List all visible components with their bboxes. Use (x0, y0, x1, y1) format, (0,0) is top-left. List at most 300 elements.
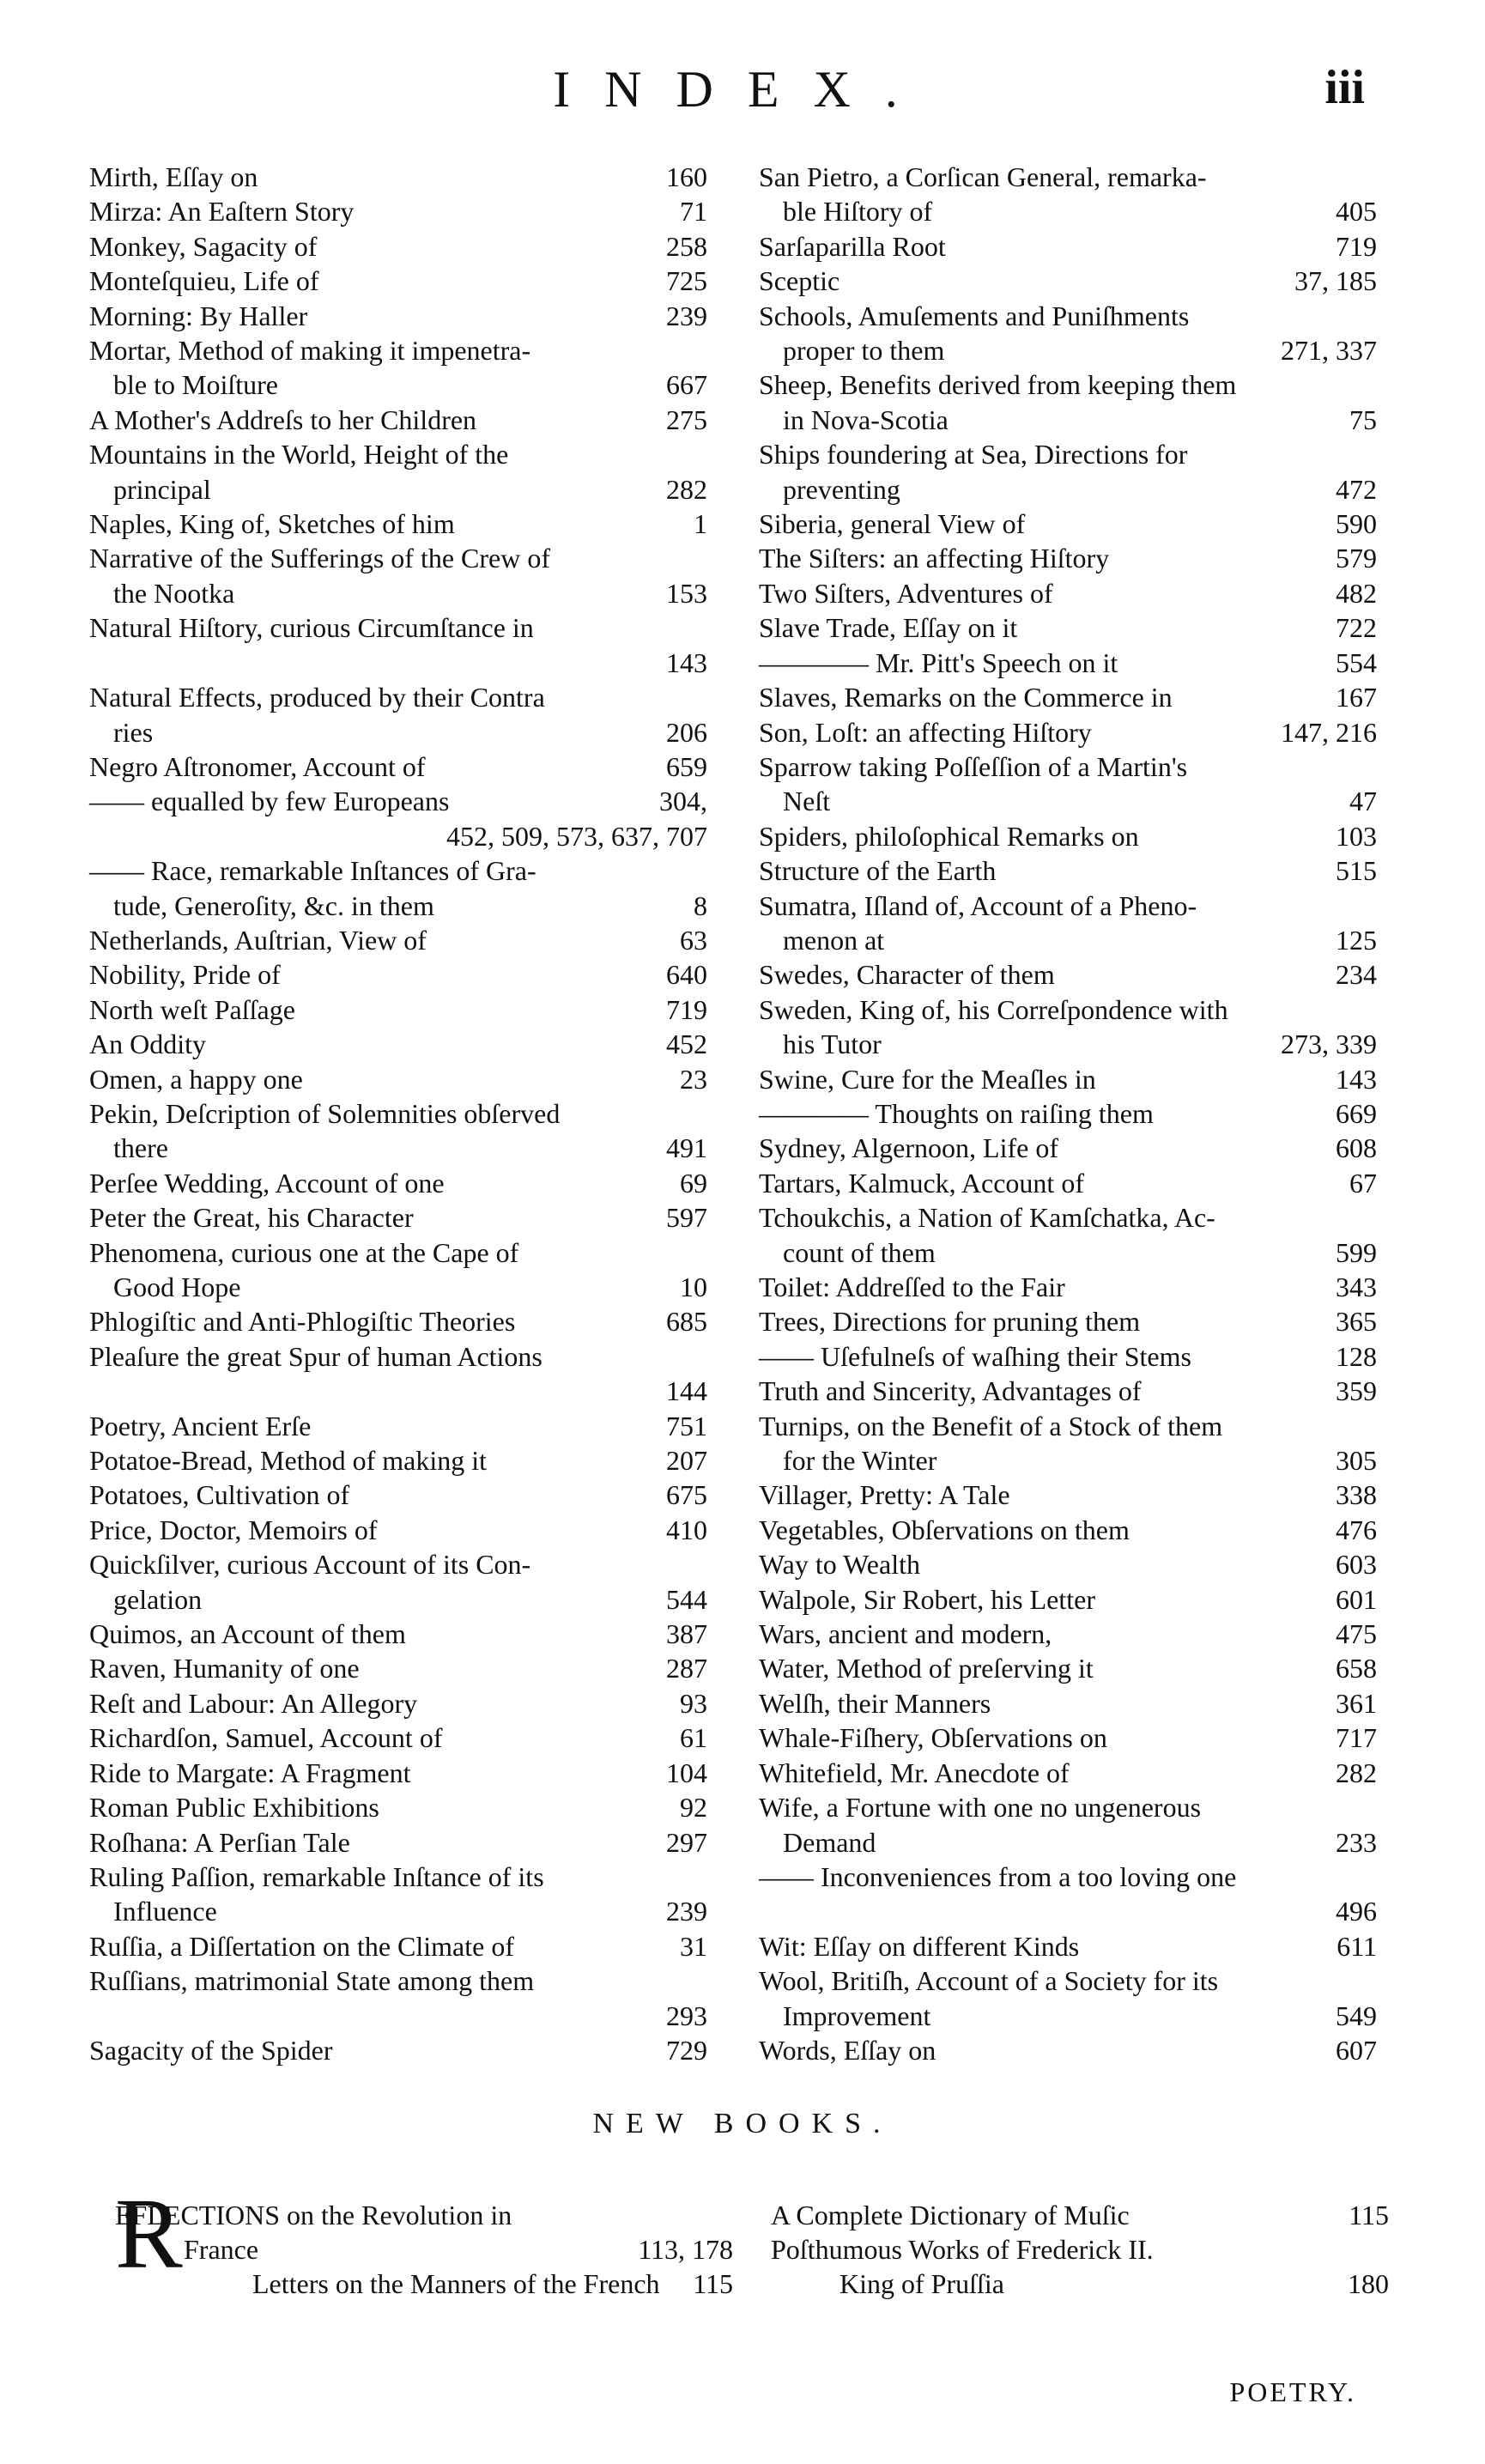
entry-text: Welſh, their Manners (759, 1687, 991, 1719)
index-entry (89, 1686, 707, 1721)
index-entry (759, 992, 1377, 1027)
entry-text: there (113, 1132, 168, 1164)
index-entry (759, 889, 1377, 923)
entry-text: Naples, King of, Sketches of him (89, 508, 455, 540)
entry-page: 338 (1336, 1479, 1377, 1511)
entry-page: 31 (680, 1930, 707, 1962)
entry-page: 287 (666, 1653, 707, 1684)
entry-text: Tchoukchis, a Nation of Kamſchatka, Ac- (759, 1202, 1215, 1234)
entry-page: 71 (680, 196, 707, 228)
entry-page: 476 (1336, 1514, 1377, 1545)
index-entry (759, 957, 1377, 992)
index-entry (759, 1443, 1377, 1478)
entry-text: the Nootka (113, 577, 235, 609)
entry-text: Quimos, an Account of them (89, 1618, 406, 1650)
index-entry (759, 403, 1377, 437)
entry-page: 144 (666, 1375, 707, 1407)
index-entry (89, 1409, 707, 1443)
index-entry (759, 1756, 1377, 1790)
entry-text: France (184, 2234, 259, 2265)
index-entry (759, 507, 1377, 541)
index-entry (759, 646, 1377, 680)
entry-text: —— Uſefulneſs of waſhing their Stems (759, 1340, 1191, 1372)
index-entry (759, 160, 1377, 194)
entry-text: Sumatra, Iſland of, Account of a Pheno- (759, 889, 1197, 921)
entry-page: 725 (666, 265, 707, 297)
entry-page: 359 (1336, 1375, 1377, 1407)
entry-text: principal (113, 473, 211, 505)
entry-text: Whitefield, Mr. Anecdote of (759, 1757, 1070, 1788)
index-entry (89, 403, 707, 437)
entry-page: 640 (666, 959, 707, 991)
index-entry (759, 472, 1377, 507)
entry-text: Swedes, Character of them (759, 959, 1055, 991)
entry-text: count of them (783, 1236, 936, 1268)
index-entry (89, 367, 707, 402)
index-entry (89, 1374, 707, 1408)
entry-page: 128 (1336, 1340, 1377, 1372)
entry-page: 475 (1336, 1618, 1377, 1650)
entry-text: Ruſſians, matrimonial State among them (89, 1965, 535, 1997)
entry-page: 271, 337 (1281, 335, 1377, 367)
entry-text: Pekin, Deſcription of Solemnities obſerved (89, 1097, 561, 1129)
index-entry (759, 853, 1377, 888)
index-entry (759, 264, 1377, 298)
index-entry (759, 1617, 1377, 1651)
entry-page: 496 (1336, 1896, 1377, 1927)
index-entry (759, 437, 1377, 471)
entry-text: Walpole, Sir Robert, his Letter (759, 1583, 1095, 1615)
entry-text: Potatoe-Bread, Method of making it (89, 1445, 488, 1477)
entry-page: 167 (1336, 682, 1377, 713)
entry-page: 69 (680, 1167, 707, 1199)
entry-page: 103 (1336, 820, 1377, 852)
entry-text: Neſt (783, 786, 831, 817)
entry-text: Improvement (783, 2000, 931, 2031)
entry-text: Sarſaparilla Root (759, 230, 946, 262)
catchword: POETRY. (1229, 2376, 1356, 2407)
entry-page: 544 (666, 1583, 707, 1615)
entry-text: Toilet: Addreſſed to the Fair (759, 1271, 1065, 1302)
entry-text: Sweden, King of, his Correſpondence with (759, 993, 1228, 1025)
entry-text: ———— Thoughts on raiſing them (759, 1097, 1154, 1129)
index-entry (759, 299, 1377, 333)
entry-page: 554 (1336, 646, 1377, 678)
entry-text: Wars, ancient and modern, (759, 1618, 1052, 1650)
index-entry (89, 750, 707, 784)
index-entry (759, 1304, 1377, 1338)
entry-page: 113, 178 (638, 2234, 733, 2265)
entry-text: Monkey, Sagacity of (89, 230, 318, 262)
entry-page: 180 (1348, 2268, 1389, 2299)
entry-text: Richardſon, Samuel, Account of (89, 1722, 443, 1754)
entry-text: Monteſquieu, Life of (89, 265, 319, 297)
entry-text: ———— Mr. Pitt's Speech on it (759, 646, 1118, 678)
entry-page: 234 (1336, 959, 1377, 991)
index-entry (89, 541, 707, 575)
entry-page: 67 (1349, 1167, 1377, 1199)
entry-page: 579 (1336, 543, 1377, 574)
entry-page: 23 (680, 1063, 707, 1095)
entry-page: 607 (1336, 2034, 1377, 2066)
entry-page: 47 (1349, 786, 1377, 817)
entry-text: Turnips, on the Benefit of a Stock of them (759, 1410, 1223, 1441)
index-entry (89, 507, 707, 541)
index-entry (89, 853, 707, 888)
entry-page: 125 (1336, 924, 1377, 956)
index-entry (89, 1582, 707, 1617)
entry-text: A Mother's Addreſs to her Children (89, 404, 477, 435)
entry-page: 410 (666, 1514, 707, 1545)
index-entry (759, 1235, 1377, 1270)
entry-page: 10 (680, 1271, 707, 1302)
index-entry (759, 715, 1377, 750)
entry-page: 549 (1336, 2000, 1377, 2031)
index-entry (759, 541, 1377, 575)
entry-text: Price, Doctor, Memoirs of (89, 1514, 378, 1545)
index-entry (759, 923, 1377, 957)
entry-text: Narrative of the Sufferings of the Crew of (89, 543, 551, 574)
entry-text: Wife, a Fortune with one no ungenerous (759, 1792, 1202, 1824)
entry-page: 275 (666, 404, 707, 435)
index-entry (759, 1166, 1377, 1200)
index-entry (759, 1200, 1377, 1235)
entry-text: Negro Aſtronomer, Account of (89, 750, 426, 782)
entry-page: 751 (666, 1410, 707, 1441)
entry-page: 153 (666, 577, 707, 609)
entry-page: 611 (1336, 1930, 1377, 1962)
index-entry (759, 1478, 1377, 1512)
entry-text: Roman Public Exhibitions (89, 1792, 379, 1824)
entry-page: 239 (666, 1896, 707, 1927)
entry-text: Villager, Pretty: A Tale (759, 1479, 1010, 1511)
new-books-column-left (115, 2198, 733, 2301)
entry-page: 143 (1336, 1063, 1377, 1095)
entry-page: 597 (666, 1202, 707, 1234)
entry-page: 658 (1336, 1653, 1377, 1684)
entry-text: his Tutor (783, 1029, 882, 1060)
entry-page: 282 (666, 473, 707, 505)
index-entry (89, 299, 707, 333)
entry-text: Perſee Wedding, Account of one (89, 1167, 445, 1199)
entry-text: preventing (783, 473, 900, 505)
entry-text: Mirth, Eſſay on (89, 161, 258, 192)
entry-page: 669 (1336, 1097, 1377, 1129)
entry-text: Ruling Paſſion, remarkable Inſtance of its (89, 1860, 544, 1892)
entry-page: 282 (1336, 1757, 1377, 1788)
entry-page: 482 (1336, 577, 1377, 609)
index-entry (115, 2267, 733, 2301)
index-entry (759, 1062, 1377, 1096)
entry-text: Morning: By Haller (89, 300, 308, 331)
entry-text: Pleaſure the great Spur of human Actions (89, 1340, 542, 1372)
index-entry (759, 1374, 1377, 1408)
index-entry (89, 715, 707, 750)
entry-text: Letters on the Manners of the French (252, 2268, 660, 2299)
entry-text: Sceptic (759, 265, 840, 297)
entry-page: 37, 185 (1294, 265, 1377, 297)
entry-page: 722 (1336, 612, 1377, 644)
entry-page: 1 (694, 508, 707, 540)
entry-page: 305 (1336, 1445, 1377, 1477)
new-books-heading: NEW BOOKS. (592, 2108, 893, 2139)
index-entry (89, 1096, 707, 1131)
index-entry (89, 957, 707, 992)
index-entry (89, 784, 707, 818)
entry-text: Trees, Directions for pruning them (759, 1306, 1141, 1338)
entry-page: 143 (666, 646, 707, 678)
entry-page: 207 (666, 1445, 707, 1477)
entry-text: A Complete Dictionary of Muſic (771, 2200, 1130, 2230)
index-entry (759, 1409, 1377, 1443)
entry-text: Words, Eſſay on (759, 2034, 936, 2066)
index-entry (759, 367, 1377, 402)
index-entry (89, 923, 707, 957)
entry-page: 405 (1336, 196, 1377, 228)
index-entry (759, 1929, 1377, 1963)
entry-text: Sydney, Algernoon, Life of (759, 1132, 1058, 1164)
entry-page: 365 (1336, 1306, 1377, 1338)
new-books-column-right (771, 2198, 1389, 2301)
entry-page: 297 (666, 1826, 707, 1858)
index-entry (89, 472, 707, 507)
index-entry (759, 1339, 1377, 1374)
index-entry (759, 333, 1377, 367)
entry-text: Sheep, Benefits derived from keeping them (759, 369, 1237, 401)
index-entry (89, 1478, 707, 1512)
index-entry (89, 160, 707, 194)
index-entry (89, 819, 707, 853)
entry-page: 115 (1349, 2200, 1389, 2230)
index-entry (89, 1617, 707, 1651)
index-entry (89, 1929, 707, 1963)
index-entry (759, 1686, 1377, 1721)
index-entry (89, 1339, 707, 1374)
entry-text: Phlogiſtic and Anti-Phlogiſtic Theories (89, 1306, 516, 1338)
entry-text: Mirza: An Eaſtern Story (89, 196, 355, 228)
index-entry (89, 437, 707, 471)
entry-text: Ships foundering at Sea, Directions for (759, 439, 1188, 470)
entry-page: 258 (666, 230, 707, 262)
index-entry (89, 992, 707, 1027)
entry-text: tude, Generoſity, &c. in them (113, 889, 434, 921)
index-entry (89, 1062, 707, 1096)
index-entry (759, 1027, 1377, 1061)
index-entry (89, 1721, 707, 1755)
index-entry (89, 333, 707, 367)
index-entry (759, 1999, 1377, 2033)
index-entry (89, 1860, 707, 1894)
index-entry (115, 2232, 733, 2267)
entry-page: 160 (666, 161, 707, 192)
entry-text: Mountains in the World, Height of the (89, 439, 509, 470)
entry-text: Tartars, Kalmuck, Account of (759, 1167, 1084, 1199)
index-entry (759, 819, 1377, 853)
index-entry (89, 1131, 707, 1165)
entry-page: 717 (1336, 1722, 1377, 1754)
index-entry (89, 1513, 707, 1547)
entry-page: 452 (666, 1029, 707, 1060)
index-entry (759, 1860, 1377, 1894)
index-entry (89, 2033, 707, 2067)
index-entry (89, 1963, 707, 1998)
index-entry (89, 1443, 707, 1478)
index-entry (89, 1825, 707, 1860)
entry-page: 147, 216 (1281, 716, 1377, 748)
entry-text: Swine, Cure for the Meaſles in (759, 1063, 1096, 1095)
entry-page: 75 (1349, 404, 1377, 435)
entry-text: Vegetables, Obſervations on them (759, 1514, 1130, 1545)
index-entry (89, 610, 707, 645)
index-entry (89, 1790, 707, 1824)
entry-text: gelation (113, 1583, 203, 1615)
entry-text: ries (113, 716, 154, 748)
entry-page: 603 (1336, 1549, 1377, 1581)
index-entry (759, 2033, 1377, 2067)
index-entry (89, 229, 707, 264)
index-entry (89, 264, 707, 298)
entry-text: Demand (783, 1826, 876, 1858)
index-entry (89, 1200, 707, 1235)
entry-text: in Nova-Scotia (783, 404, 949, 435)
entry-page: 293 (666, 2000, 707, 2031)
index-entry (759, 1721, 1377, 1755)
entry-text: Potatoes, Cultivation of (89, 1479, 350, 1511)
entry-page: 729 (666, 2034, 707, 2066)
index-entry (759, 1582, 1377, 1617)
entry-text: menon at (783, 924, 885, 956)
index-entry (89, 194, 707, 228)
index-entry (771, 2198, 1389, 2232)
index-entry (759, 1131, 1377, 1165)
entry-text: Roſhana: A Perſian Tale (89, 1826, 350, 1858)
index-entry (89, 1547, 707, 1581)
index-entry (759, 680, 1377, 714)
entry-text: Good Hope (113, 1271, 241, 1302)
entry-text: Water, Method of preſerving it (759, 1653, 1094, 1684)
entry-page: 92 (680, 1792, 707, 1824)
entry-page: 115 (693, 2268, 733, 2299)
entry-text: ble to Moiſture (113, 369, 278, 401)
entry-page: 273, 339 (1281, 1029, 1377, 1060)
entry-page: 599 (1336, 1236, 1377, 1268)
index-entry (759, 1963, 1377, 1998)
page-number: iii (1324, 61, 1365, 114)
entry-page: 343 (1336, 1271, 1377, 1302)
entry-page: 93 (680, 1687, 707, 1719)
index-entry (89, 576, 707, 610)
entry-page: 675 (666, 1479, 707, 1511)
page-title: INDEX. (553, 61, 932, 118)
entry-text: for the Winter (783, 1445, 937, 1477)
entry-text: Natural Effects, produced by their Contra (89, 682, 545, 713)
entry-page: 304, (659, 786, 707, 817)
index-entry (759, 1096, 1377, 1131)
index-entry (115, 2198, 733, 2232)
entry-text: Way to Wealth (759, 1549, 920, 1581)
entry-text: Reſt and Labour: An Allegory (89, 1687, 418, 1719)
index-entry (759, 750, 1377, 784)
entry-text: San Pietro, a Corſican General, remarka- (759, 161, 1207, 192)
entry-page: 685 (666, 1306, 707, 1338)
entry-text: Structure of the Earth (759, 855, 997, 887)
entry-text: An Oddity (89, 1029, 206, 1060)
entry-page: 61 (680, 1722, 707, 1754)
entry-text: Phenomena, curious one at the Cape of (89, 1236, 519, 1268)
entry-text: Slaves, Remarks on the Commerce in (759, 682, 1173, 713)
index-entry (89, 889, 707, 923)
entry-text: Netherlands, Auſtrian, View of (89, 924, 427, 956)
index-entry (89, 1027, 707, 1061)
entry-text: The Siſters: an affecting Hiſtory (759, 543, 1110, 574)
entry-text: Siberia, general View of (759, 508, 1026, 540)
entry-page: 239 (666, 300, 707, 331)
index-entry (759, 1894, 1377, 1928)
index-entry (89, 1304, 707, 1338)
index-entry (771, 2267, 1389, 2301)
index-entry (759, 229, 1377, 264)
entry-text: Omen, a happy one (89, 1063, 303, 1095)
entry-text: Wool, Britiſh, Account of a Society for its (759, 1965, 1219, 1997)
index-entry (759, 1790, 1377, 1824)
index-entry (89, 646, 707, 680)
index-entry (759, 1270, 1377, 1304)
entry-page: 719 (666, 993, 707, 1025)
index-column-left (89, 160, 707, 2067)
entry-text: Ruſſia, a Diſſertation on the Climate of (89, 1930, 514, 1962)
page-header (0, 60, 1485, 137)
index-entry (89, 1166, 707, 1200)
entry-text: Ride to Margate: A Fragment (89, 1757, 411, 1788)
entry-page: 590 (1336, 508, 1377, 540)
index-entry (759, 784, 1377, 818)
entry-page: 63 (680, 924, 707, 956)
entry-text: —— equalled by few Europeans (89, 786, 450, 817)
entry-text: Truth and Sincerity, Advantages of (759, 1375, 1142, 1407)
entry-text: Sagacity of the Spider (89, 2034, 333, 2066)
entry-text: Sparrow taking Poſſeſſion of a Martin's (759, 750, 1188, 782)
index-entry (89, 1270, 707, 1304)
entry-text: Raven, Humanity of one (89, 1653, 360, 1684)
entry-text: —— Inconveniences from a too loving one (759, 1860, 1237, 1892)
entry-text: EFLECTIONS on the Revolution in (115, 2200, 512, 2230)
entry-text: Slave Trade, Eſſay on it (759, 612, 1018, 644)
entry-page: 206 (666, 716, 707, 748)
index-entry (89, 1894, 707, 1928)
entry-text: Peter the Great, his Character (89, 1202, 414, 1234)
entry-text: Quickſilver, curious Account of its Con- (89, 1549, 531, 1581)
index-entry (89, 1999, 707, 2033)
index-entry (759, 194, 1377, 228)
entry-text: Mortar, Method of making it impenetra- (89, 335, 531, 367)
index-entry (771, 2232, 1389, 2267)
entry-text: North weſt Paſſage (89, 993, 295, 1025)
entry-page: 472 (1336, 473, 1377, 505)
entry-text: Schools, Amuſements and Puniſhments (759, 300, 1190, 331)
entry-page: 719 (1336, 230, 1377, 262)
index-column-right (759, 160, 1377, 2067)
entry-text: Whale-Fiſhery, Obſervations on (759, 1722, 1107, 1754)
index-entry (759, 1825, 1377, 1860)
entry-text: Poetry, Ancient Erſe (89, 1410, 312, 1441)
index-entry (89, 1235, 707, 1270)
entry-text: proper to them (783, 335, 945, 367)
entry-text: Influence (113, 1896, 217, 1927)
entry-page: 233 (1336, 1826, 1377, 1858)
index-entry (759, 576, 1377, 610)
entry-page: 104 (666, 1757, 707, 1788)
entry-text: King of Pruſſia (839, 2268, 1004, 2299)
